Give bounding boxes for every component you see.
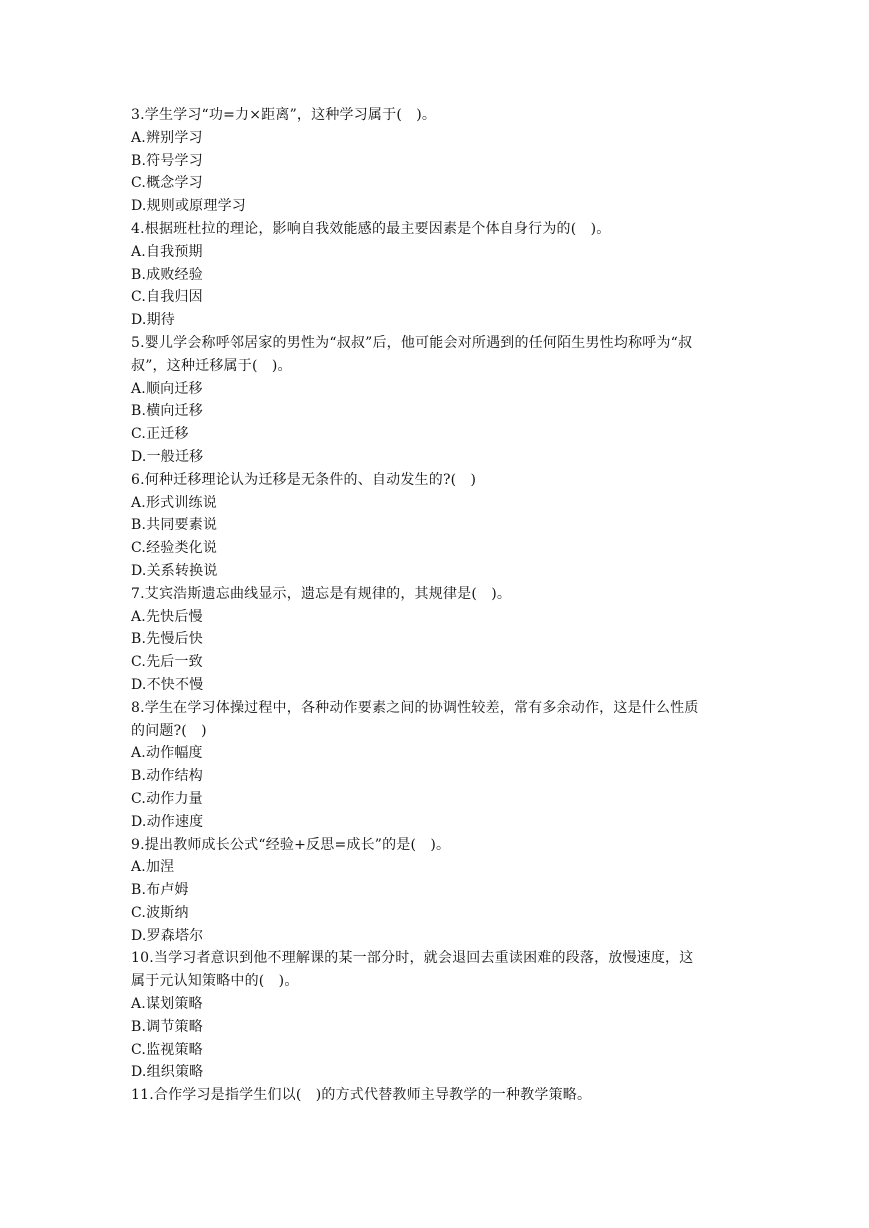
question-11 [131, 1084, 741, 1107]
question-4 [131, 218, 741, 332]
question-text: 3.学生学习“功=力×距离”，这种学习属于( )。 [131, 107, 437, 123]
option-d: D.罗森塔尔 [131, 927, 204, 944]
option-d: D.期待 [131, 312, 175, 329]
question-text: 8.学生在学习体操过程中，各种动作要素之间的协调性较差，常有多余动作，这是什么性质 [131, 699, 699, 716]
question-text-continued: 的问题?( ) [131, 722, 207, 739]
question-7 [131, 583, 741, 697]
option-a: A.动作幅度 [131, 745, 203, 762]
option-c: C.波斯纳 [131, 904, 189, 921]
option-b: B.共同要素说 [131, 517, 218, 534]
option-a: A.顺向迁移 [131, 380, 203, 397]
option-d: D.关系转换说 [131, 562, 218, 579]
question-3 [131, 104, 741, 218]
question-8 [131, 697, 741, 834]
question-text: 4.根据班杜拉的理论，影响自我效能感的最主要因素是个体自身行为的( )。 [131, 220, 611, 237]
option-d: D.规则或原理学习 [131, 198, 246, 215]
question-10 [131, 947, 741, 1084]
question-text: 7.艾宾浩斯遗忘曲线显示，遗忘是有规律的，其规律是( )。 [131, 585, 512, 602]
option-a: A.先快后慢 [131, 608, 203, 625]
option-b: B.横向迁移 [131, 403, 203, 420]
question-6 [131, 469, 741, 583]
option-d: D.不快不慢 [131, 676, 204, 693]
option-c: C.动作力量 [131, 790, 203, 807]
option-b: B.调节策略 [131, 1018, 203, 1035]
option-b: B.布卢姆 [131, 882, 189, 899]
question-5 [131, 332, 741, 469]
question-text: 6.何种迁移理论认为迁移是无条件的、自动发生的?( ) [131, 471, 477, 488]
option-d: D.一般迁移 [131, 448, 204, 465]
option-b: B.成败经验 [131, 266, 203, 283]
option-d: D.动作速度 [131, 813, 204, 830]
question-text: 11.合作学习是指学生们以( )的方式代替教师主导教学的一种教学策略。 [131, 1087, 592, 1104]
option-c: C.正迁移 [131, 426, 189, 443]
option-b: B.符号学习 [131, 152, 203, 169]
option-d: D.组织策略 [131, 1064, 204, 1081]
option-a: A.谋划策略 [131, 996, 203, 1013]
question-text: 9.提出教师成长公式“经验+反思=成长”的是( )。 [131, 836, 451, 853]
option-a: A.自我预期 [131, 243, 203, 260]
option-c: C.先后一致 [131, 654, 203, 671]
question-text: 10.当学习者意识到他不理解课的某一部分时，就会退回去重读困难的段落，放慢速度，这 [131, 950, 694, 967]
option-c: C.经验类化说 [131, 540, 218, 557]
option-a: A.辨别学习 [131, 129, 203, 146]
document-page [131, 104, 741, 1107]
option-c: C.自我归因 [131, 289, 203, 306]
question-9 [131, 834, 741, 948]
question-text-continued: 叔”，这种迁移属于( )。 [131, 357, 292, 374]
option-b: B.动作结构 [131, 768, 203, 785]
option-a: A.形式训练说 [131, 494, 217, 511]
option-a: A.加涅 [131, 859, 175, 876]
option-b: B.先慢后快 [131, 631, 203, 648]
question-text: 5.婴儿学会称呼邻居家的男性为“叔叔”后，他可能会对所遇到的任何陌生男性均称呼为“叔 [131, 334, 693, 351]
option-c: C.概念学习 [131, 175, 203, 192]
option-c: C.监视策略 [131, 1041, 203, 1058]
question-text-continued: 属于元认知策略中的( )。 [131, 973, 299, 990]
